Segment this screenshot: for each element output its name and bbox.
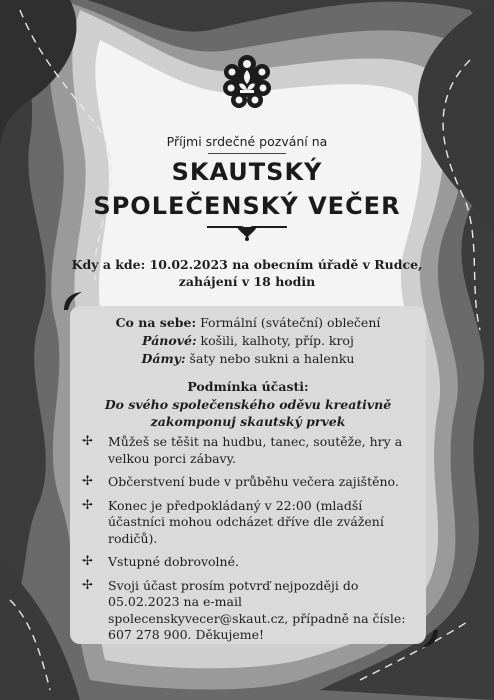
bullet-icon: ✢ <box>82 554 93 569</box>
women-text: šaty nebo sukni a halenku <box>185 351 355 366</box>
bullet-icon: ✢ <box>82 497 93 513</box>
list-item <box>82 434 422 467</box>
title-line-1: SKAUTSKÝ <box>171 158 323 186</box>
men-text: košili, kalhoty, příp. kroj <box>196 333 354 348</box>
scout-lily-logo-icon <box>219 54 275 110</box>
men-dress-line <box>70 332 426 349</box>
bullet-icon: ✢ <box>82 474 93 489</box>
event-date-place: Kdy a kde: 10.02.2023 na obecním úřadě v Rudce, zahájení v 18 hodin <box>71 257 423 289</box>
bullet-icon: ✢ <box>82 577 93 593</box>
title-line-2: SPOLEČENSKÝ VEČER <box>93 192 401 220</box>
list-item <box>82 498 422 548</box>
flourish-ornament-icon <box>207 224 287 242</box>
list-item <box>82 554 422 571</box>
invite-text: Příjmi srdečné pozvání na <box>166 134 328 149</box>
condition-text: Do svého společenského oděvu kreativně zakomponuj skautský prvek <box>104 397 392 429</box>
list-item-text: Vstupné dobrovolné. <box>108 554 239 569</box>
dress-code-label: Co na sebe: <box>115 315 197 330</box>
list-item-text: Konec je předpokládaný v 22:00 (mladší účastníci mohou odcházet dříve dle zvážení rodičů). <box>108 497 384 546</box>
invite-underline <box>208 153 286 154</box>
men-label: Pánové: <box>142 333 197 348</box>
women-dress-line <box>70 350 426 367</box>
condition-title: Podmínka účasti: <box>187 379 309 394</box>
list-item <box>82 578 422 644</box>
list-item-text: Svoji účast prosím potvrď nejpozději do 05.02.2023 na e-mail spolecenskyvecer@skaut.cz, případně na čísle: 607 278 900. Děkujeme! <box>108 577 406 642</box>
dress-code-line <box>70 314 426 331</box>
list-item <box>82 474 422 491</box>
list-item-text: Můžeš se těšit na hudbu, tanec, soutěže, hry a velkou porci zábavy. <box>108 434 403 466</box>
women-label: Dámy: <box>141 351 186 366</box>
dress-code-text: Formální (sváteční) oblečení <box>196 315 381 330</box>
bullet-icon: ✢ <box>82 434 93 449</box>
list-item-text: Občerstvení bude v průběhu večera zajištěno. <box>108 474 399 489</box>
info-list <box>82 434 422 651</box>
